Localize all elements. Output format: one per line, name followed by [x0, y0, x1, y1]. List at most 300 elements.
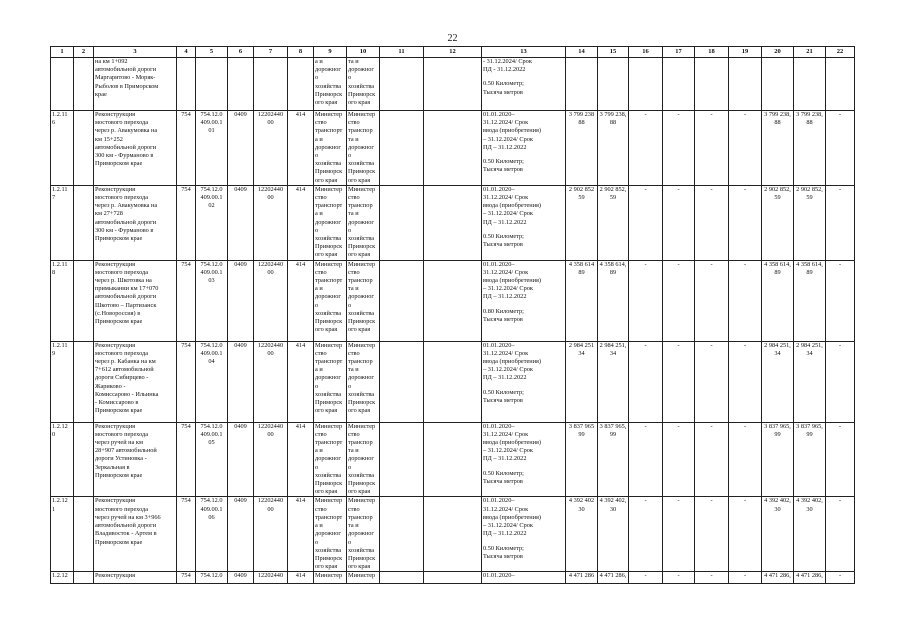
text-line: ПД – 31.12.2022 — [483, 143, 527, 151]
cell-grbs: 754 — [177, 260, 196, 341]
text-line: ПД – 31.12.2022 — [483, 293, 527, 301]
text-line: 2 984 251 — [568, 341, 595, 349]
text-line: дорожног — [348, 374, 374, 382]
column-header: 19 — [729, 47, 762, 58]
text-line: 754.12.0 — [200, 422, 223, 430]
text-line: хозяйства — [348, 390, 375, 398]
cell-name — [94, 58, 177, 111]
text-line: хозяйства — [348, 160, 375, 168]
cell-col16: - — [629, 260, 663, 341]
cell-executor-1 — [314, 422, 347, 497]
text-line: 88 — [578, 119, 585, 127]
text-line: автомобильной дороги — [95, 66, 157, 74]
cell-executor-1 — [314, 497, 347, 572]
text-line: мостового перехода — [95, 119, 149, 127]
column-header: 13 — [482, 47, 566, 58]
cell-name — [94, 497, 177, 572]
text-line: 1.2.12 — [52, 497, 68, 505]
text-line: 04 — [208, 358, 215, 366]
cell-col17: - — [663, 497, 695, 572]
cell-sum-14 — [566, 497, 598, 572]
text-line: транспорт — [315, 202, 343, 210]
text-line: Тысяча метров — [483, 88, 523, 96]
cell-period — [482, 497, 566, 572]
cell-number: 1.2.12 — [51, 572, 74, 584]
text-line: 59 — [806, 194, 813, 202]
text-line: о — [315, 226, 319, 234]
text-line: транспорт — [315, 358, 343, 366]
text-line: 34 — [806, 349, 813, 357]
text-line: о — [315, 301, 319, 309]
cell-col8 — [288, 58, 314, 111]
cell-grbs: 754 — [177, 497, 196, 572]
text-line: ого края — [348, 407, 371, 415]
text-line: Министер — [348, 260, 376, 268]
text-line: Шкотово – Партизанск — [95, 301, 157, 309]
cell-col19: - — [729, 341, 762, 422]
text-line: Приморск — [348, 168, 376, 176]
text-line: о — [348, 74, 352, 82]
text-line: 2 902 852, — [764, 185, 791, 193]
text-line: 4 392 402, — [796, 497, 823, 505]
cell-code — [254, 422, 288, 497]
text-line: хозяйства — [315, 390, 342, 398]
cell-rzpr: 0409 — [228, 111, 254, 186]
text-line: мостового перехода — [95, 430, 149, 438]
text-line: Приморском крае — [95, 160, 143, 168]
text-line: ввода (приобретения) — [483, 439, 542, 447]
text-line: 0.50 Километр; — [483, 469, 524, 477]
text-line: ого края — [348, 488, 371, 496]
column-header: 22 — [826, 47, 855, 58]
text-line: 0.50 Километр; — [483, 158, 524, 166]
cell-col17: - — [663, 111, 695, 186]
text-line: 1 — [52, 505, 56, 513]
text-line: дорожног — [348, 530, 374, 538]
text-line: дорожног — [315, 374, 341, 382]
cell-col11 — [380, 111, 424, 186]
text-line: 300 км - Фурманово в — [95, 226, 154, 234]
cell-rzpr: 0409 — [228, 185, 254, 260]
text-line: хозяйства — [315, 235, 342, 243]
cell-sum-21 — [794, 260, 826, 341]
text-line: автомобильной дороги — [95, 522, 157, 530]
text-line: Приморском крае — [95, 235, 143, 243]
cell-col18 — [695, 58, 729, 111]
text-line: ввода (приобретения) — [483, 513, 542, 521]
text-line: 0.50 Километр; — [483, 388, 524, 396]
cell-sum-20 — [762, 341, 794, 422]
text-line: ство — [348, 194, 360, 202]
cell-period — [482, 58, 566, 111]
text-line: 2 984 251, — [599, 341, 627, 349]
cell-col16: - — [629, 572, 663, 584]
text-line: - Комиссарово в — [95, 399, 139, 407]
cell-period — [482, 260, 566, 341]
text-line: Реконструкция — [95, 422, 136, 430]
text-line: 3 799 238, — [796, 111, 823, 118]
text-line: Реконструкция — [95, 497, 136, 505]
text-line: 1.2.11 — [52, 111, 68, 118]
text-line: Приморском крае — [95, 538, 143, 546]
cell-col11 — [380, 422, 424, 497]
text-line: о — [348, 382, 352, 390]
text-line: Министер — [315, 260, 343, 268]
text-line: а и — [315, 135, 323, 143]
text-line: Приморском крае — [95, 407, 143, 415]
column-header: 16 — [629, 47, 663, 58]
text-line: через р. Шкотовка на — [95, 277, 152, 285]
text-line: транспор — [348, 358, 373, 366]
text-line: 89 — [609, 268, 617, 276]
text-line: 8 — [52, 268, 56, 276]
cell-col14 — [566, 58, 598, 111]
text-line: 12202440 — [257, 111, 284, 118]
cell-sum-14 — [566, 422, 598, 497]
cell-col2 — [74, 185, 94, 260]
cell-vr: 414 — [288, 572, 314, 584]
cell-sum-15 — [598, 497, 629, 572]
cell-sum-21: 4 471 286, — [794, 572, 826, 584]
cell-grbs: 754 — [177, 185, 196, 260]
text-line: о — [315, 74, 319, 82]
text-line: 3 837 965, — [599, 422, 627, 430]
text-line: ввода (приобретения) — [483, 202, 542, 210]
cell-sum-21 — [794, 497, 826, 572]
cell-col1 — [51, 58, 74, 111]
text-line: 01.01.2020– — [483, 422, 515, 430]
text-line: 7 — [52, 194, 56, 202]
cell-vr: 414 — [288, 497, 314, 572]
cell-csr: 754.12.0 — [196, 572, 228, 584]
cell-executor-2 — [347, 58, 380, 111]
text-line: (с.Новороссия) в — [95, 309, 141, 317]
cell-col15 — [598, 58, 629, 111]
text-line: Приморском крае — [95, 318, 143, 326]
text-line: ввода (приобретения) — [483, 127, 542, 135]
text-line: ого края — [348, 326, 371, 334]
text-line: 34 — [578, 349, 585, 357]
text-line: ПД – 31.12.2022 — [483, 455, 527, 463]
text-line: о — [315, 382, 319, 390]
cell-executor-2: Министер — [347, 572, 380, 584]
text-line: та и — [348, 135, 359, 143]
cell-csr — [196, 185, 228, 260]
cell-rzpr: 0409 — [228, 572, 254, 584]
text-line: хозяйства — [348, 309, 375, 317]
cell-grbs: 754 — [177, 111, 196, 186]
text-line: 30 — [578, 505, 585, 513]
text-line: 31.12.2024/ Срок — [483, 430, 529, 438]
text-line: Приморск — [315, 168, 343, 176]
text-line: хозяйства — [315, 471, 342, 479]
cell-col17: - — [663, 185, 695, 260]
text-line: 300 км - Фурманово в — [95, 152, 154, 160]
text-line: 754.12.0 — [200, 185, 223, 193]
text-line: 89 — [806, 268, 813, 276]
column-header: 8 — [288, 47, 314, 58]
cell-executor-1 — [314, 260, 347, 341]
text-line: 4 358 614, — [764, 260, 791, 268]
cell-col11 — [380, 572, 424, 584]
text-line: ого края — [315, 488, 338, 496]
table-row — [51, 260, 855, 341]
cell-col22: - — [826, 341, 855, 422]
cell-number — [51, 422, 74, 497]
cell-rzpr: 0409 — [228, 341, 254, 422]
text-line: хозяйства — [315, 309, 342, 317]
cell-col19: - — [729, 260, 762, 341]
text-line: 12202440 — [257, 422, 284, 430]
cell-col22: - — [826, 422, 855, 497]
text-line: 00 — [267, 119, 274, 127]
cell-sum-15 — [598, 422, 629, 497]
text-line: дорожног — [348, 66, 374, 74]
text-line: дороги Устиновка - — [95, 455, 147, 463]
text-line: 2 902 852 — [568, 185, 595, 193]
text-line: 59 — [578, 194, 585, 202]
cell-vr: 414 — [288, 422, 314, 497]
text-line: 754.12.0 — [200, 111, 223, 118]
text-line: 4 392 402 — [568, 497, 595, 505]
text-line: 89 — [578, 268, 585, 276]
cell-col17: - — [663, 572, 695, 584]
cell-sum-20 — [762, 260, 794, 341]
cell-number — [51, 497, 74, 572]
text-line: транспор — [348, 277, 373, 285]
text-line: Приморск — [348, 243, 376, 251]
text-line: о — [348, 226, 352, 234]
cell-number — [51, 260, 74, 341]
cell-col2 — [74, 341, 94, 422]
text-line: 88 — [806, 119, 813, 127]
text-line: транспорт — [315, 439, 343, 447]
text-line: хозяйства — [315, 160, 342, 168]
text-line: ого края — [348, 99, 371, 107]
text-line: та и — [348, 447, 359, 455]
cell-name: Реконструкция — [94, 572, 177, 584]
text-line: 89 — [774, 268, 781, 276]
cell-executor-1 — [314, 341, 347, 422]
text-line: 88 — [609, 119, 617, 127]
text-line: 31.12.2024/ Срок — [483, 194, 529, 202]
cell-sum-20 — [762, 497, 794, 572]
table-row — [51, 341, 855, 422]
text-line: Владивосток - Артем в — [95, 530, 157, 538]
text-line: 31.12.2024/ Срок — [483, 119, 529, 127]
cell-col2 — [74, 111, 94, 186]
text-line: 01 — [208, 127, 215, 135]
table-row-partial — [51, 572, 855, 584]
text-line: 00 — [267, 349, 274, 357]
text-line: транспор — [348, 513, 373, 521]
column-header: 17 — [663, 47, 695, 58]
text-line: 409.00.1 — [200, 430, 223, 438]
text-line: 0.50 Километр; — [483, 544, 524, 552]
cell-col2 — [74, 572, 94, 584]
text-line: 99 — [806, 430, 813, 438]
text-line: 754.12.0 — [200, 497, 223, 505]
text-line: ого края — [348, 176, 371, 184]
cell-sum-20 — [762, 111, 794, 186]
text-line: Приморск — [315, 90, 343, 98]
text-line: через р. Кабанка на км — [95, 358, 156, 366]
text-line: о — [348, 538, 352, 546]
column-header: 14 — [566, 47, 598, 58]
text-line: ство — [315, 430, 327, 438]
cell-col18: - — [695, 572, 729, 584]
cell-sum-14 — [566, 341, 598, 422]
cell-executor-2 — [347, 260, 380, 341]
text-line: ство — [315, 505, 327, 513]
text-line: та и — [348, 210, 359, 218]
text-line: дорожног — [315, 455, 341, 463]
text-line: Реконструкция — [95, 260, 136, 268]
text-line: – 31.12.2024/ Срок — [483, 447, 533, 455]
cell-sum-14 — [566, 111, 598, 186]
cell-sum-21 — [794, 341, 826, 422]
cell-col16 — [629, 58, 663, 111]
cell-executor-1 — [314, 58, 347, 111]
text-line: 1.2.11 — [52, 341, 68, 349]
cell-vr: 414 — [288, 111, 314, 186]
cell-col12 — [424, 260, 482, 341]
text-line: 30 — [774, 505, 781, 513]
column-header: 21 — [794, 47, 826, 58]
cell-col22: - — [826, 497, 855, 572]
text-line: Приморск — [315, 243, 343, 251]
text-line: 03 — [208, 277, 215, 285]
text-line: ПД – 31.12.2022 — [483, 218, 527, 226]
cell-col18: - — [695, 185, 729, 260]
cell-name — [94, 111, 177, 186]
text-line: о — [315, 152, 319, 160]
cell-col12 — [424, 111, 482, 186]
table-row — [51, 185, 855, 260]
text-line: 409.00.1 — [200, 194, 223, 202]
text-line: 12202440 — [257, 260, 284, 268]
cell-sum-15 — [598, 260, 629, 341]
text-line: через р. Авакумовка на — [95, 127, 158, 135]
cell-col19: - — [729, 497, 762, 572]
cell-col11 — [380, 58, 424, 111]
text-line: ввода (приобретения) — [483, 358, 542, 366]
cell-col11 — [380, 497, 424, 572]
text-line: 0.80 Километр; — [483, 307, 524, 315]
text-line: автомобильной дороги — [95, 218, 157, 226]
text-line: 12202440 — [257, 185, 284, 193]
text-line: Приморск — [348, 399, 376, 407]
text-line: дорожног — [315, 143, 341, 151]
text-line: Министер — [348, 185, 376, 193]
text-line: Тысяча метров — [483, 166, 523, 174]
text-line: Приморск — [348, 318, 376, 326]
column-header: 11 — [380, 47, 424, 58]
cell-col11 — [380, 341, 424, 422]
cell-code — [254, 260, 288, 341]
cell-col18: - — [695, 497, 729, 572]
cell-col22: - — [826, 572, 855, 584]
cell-sum-15 — [598, 341, 629, 422]
cell-sum-15 — [598, 111, 629, 186]
text-line: Министер — [315, 497, 343, 505]
cell-col16: - — [629, 111, 663, 186]
text-line: а и — [315, 447, 323, 455]
text-line: ого края — [348, 563, 371, 571]
cell-col22: - — [826, 111, 855, 186]
text-line: Министер — [348, 111, 376, 118]
cell-col17: - — [663, 260, 695, 341]
text-line: 01.01.2020– — [483, 185, 515, 193]
cell-col16: - — [629, 341, 663, 422]
text-line: примыкании км 17+070 — [95, 285, 159, 293]
text-line: 2 984 251, — [796, 341, 823, 349]
cell-csr — [196, 422, 228, 497]
text-line: дорожног — [315, 293, 341, 301]
text-line: 99 — [609, 430, 617, 438]
text-line: ство — [348, 505, 360, 513]
text-line: Приморск — [315, 399, 343, 407]
cell-code — [254, 111, 288, 186]
text-line: хозяйства — [348, 471, 375, 479]
text-line: мостового перехода — [95, 194, 149, 202]
text-line: 409.00.1 — [200, 119, 223, 127]
cell-number — [51, 341, 74, 422]
text-line: ого края — [315, 176, 338, 184]
text-line: 3 799 238 — [568, 111, 595, 118]
text-line: 00 — [267, 194, 274, 202]
cell-col19: - — [729, 572, 762, 584]
text-line: 34 — [609, 349, 617, 357]
text-line: 754.12.0 — [200, 341, 223, 349]
text-line: - 31.12.2024/ Срок — [483, 58, 532, 65]
cell-csr — [196, 260, 228, 341]
cell-col18: - — [695, 260, 729, 341]
text-line: км 15+252 — [95, 135, 123, 143]
cell-sum-15 — [598, 185, 629, 260]
text-line: 12202440 — [257, 497, 284, 505]
cell-executor-2 — [347, 111, 380, 186]
cell-col6 — [228, 58, 254, 111]
text-line: Тысяча метров — [483, 315, 523, 323]
text-line: Тысяча метров — [483, 241, 523, 249]
text-line: транспорт — [315, 513, 343, 521]
cell-col20 — [762, 58, 794, 111]
text-line: 06 — [208, 513, 215, 521]
text-line: Приморском крае — [95, 471, 143, 479]
cell-col19: - — [729, 111, 762, 186]
cell-sum-21 — [794, 111, 826, 186]
text-line: ого края — [315, 251, 338, 259]
cell-code — [254, 497, 288, 572]
text-line: 02 — [208, 202, 215, 210]
cell-executor-2 — [347, 341, 380, 422]
text-line: через ручей на км 3+966 — [95, 513, 161, 521]
cell-col17 — [663, 58, 695, 111]
text-line: та и — [348, 58, 359, 65]
text-line: 4 392 402, — [599, 497, 627, 505]
text-line: 4 358 614 — [568, 260, 595, 268]
cell-col2 — [74, 422, 94, 497]
column-header: 7 — [254, 47, 288, 58]
text-line: транспор — [348, 439, 373, 447]
cell-col18: - — [695, 341, 729, 422]
text-line: 2 902 852, — [796, 185, 823, 193]
text-line: ство — [348, 119, 360, 127]
text-line: 00 — [267, 505, 274, 513]
cell-rzpr: 0409 — [228, 422, 254, 497]
column-header: 12 — [424, 47, 482, 58]
